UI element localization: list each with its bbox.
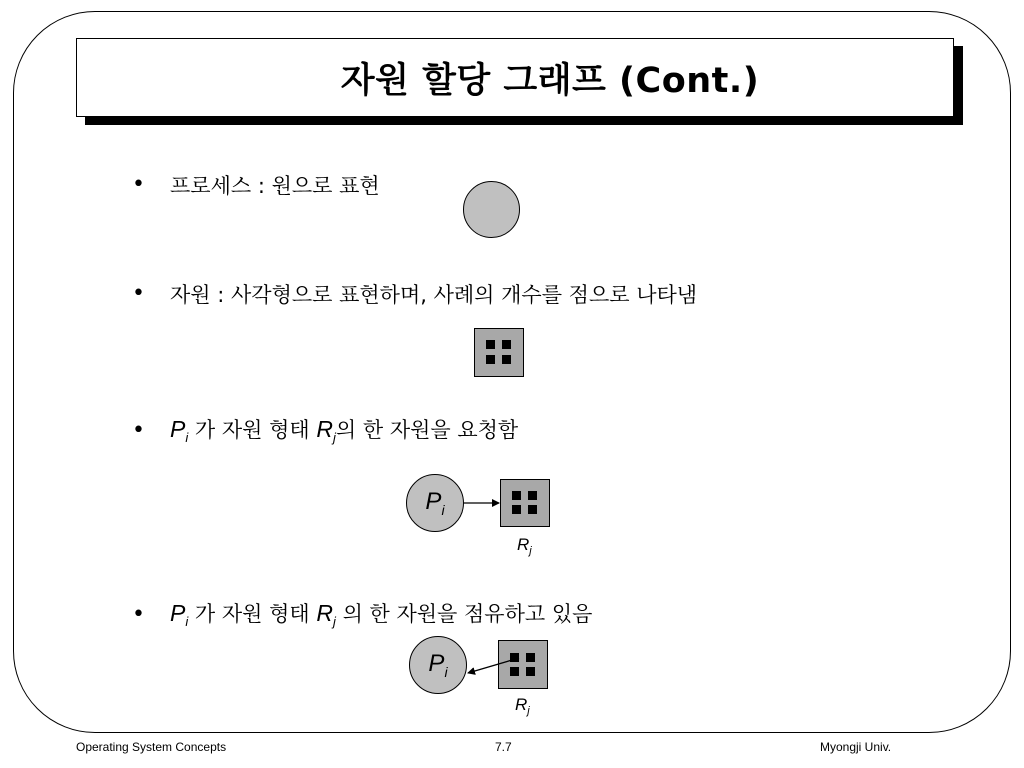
process-subscript: i: [185, 430, 189, 445]
bullet-resource-text: 자원 : 사각형으로 표현하며, 사례의 개수를 점으로 나타냄: [170, 283, 698, 307]
resource-symbol: R: [316, 600, 333, 626]
resource-label-letter: R: [517, 535, 530, 554]
resource-label-letter: R: [515, 695, 528, 714]
resource-symbol: R: [316, 416, 333, 442]
bullet-mid-text: 가 자원 형태: [188, 602, 317, 626]
bullet-rest-text: 의 한 자원을 점유하고 있음: [335, 602, 593, 626]
bullet-marker: •: [132, 172, 145, 197]
process-node-subscript: i: [444, 664, 448, 680]
assignment-edge-arrow: [468, 658, 519, 673]
bullet-marker: •: [132, 281, 145, 306]
bullet-process-text: 프로세스 : 원으로 표현: [170, 174, 380, 198]
process-symbol: P: [170, 416, 186, 442]
resource-label-subscript: j: [527, 705, 530, 717]
process-subscript: i: [185, 614, 189, 629]
footer-university: Myongji Univ.: [820, 740, 892, 754]
process-node-label: P: [428, 650, 445, 677]
resource-label-subscript: j: [529, 545, 532, 557]
footer-page-number: 7.7: [495, 740, 512, 754]
bullet-marker: •: [132, 602, 145, 627]
resource-subscript: j: [333, 614, 336, 629]
slide-title: 자원 할당 그래프 (Cont.): [340, 60, 760, 101]
footer-course: Operating System Concepts: [76, 740, 227, 754]
process-node-label: P: [425, 488, 442, 515]
bullet-marker: •: [132, 418, 145, 443]
bullet-rest-text: 의 한 자원을 요청함: [335, 418, 519, 442]
resource-subscript: j: [333, 430, 336, 445]
bullet-mid-text: 가 자원 형태: [188, 418, 317, 442]
process-symbol: P: [170, 600, 186, 626]
process-node-subscript: i: [441, 502, 445, 518]
